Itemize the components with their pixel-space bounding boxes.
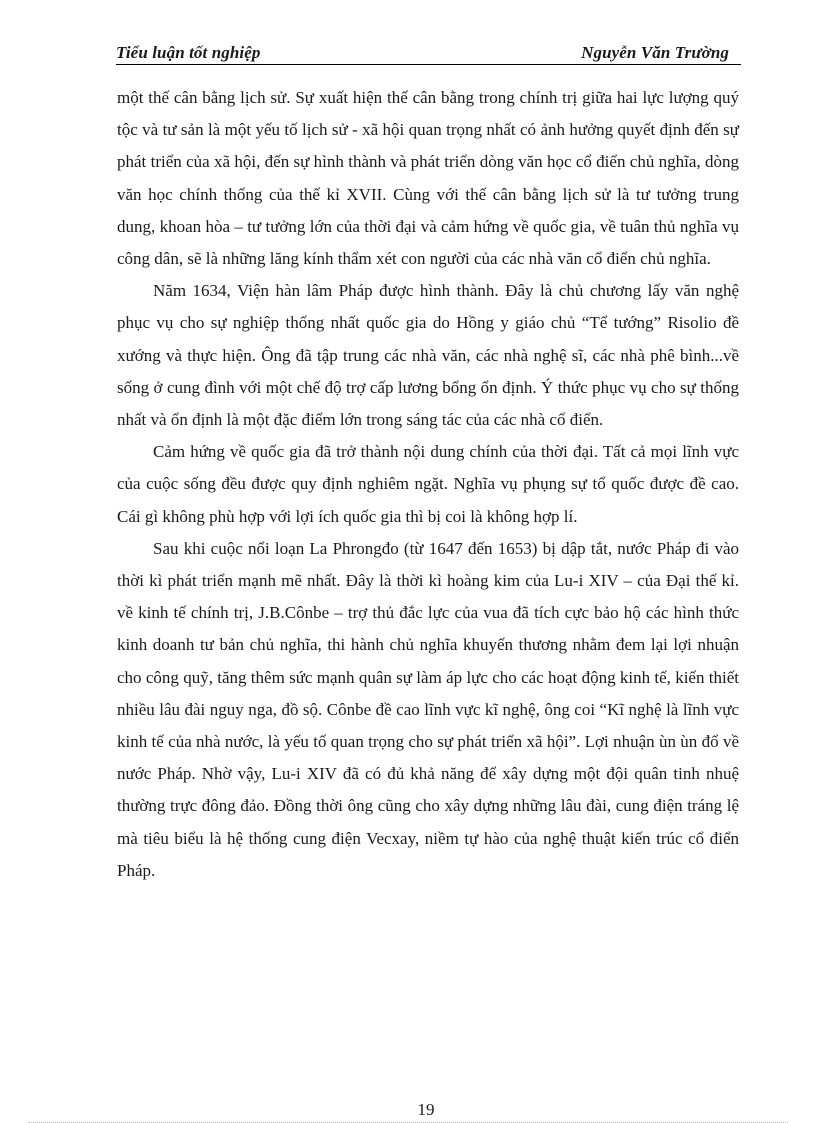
- page-header: [116, 40, 741, 65]
- page-number: 19: [417, 1100, 435, 1119]
- paragraph: Sau khi cuộc nổi loạn La Phrongđo (từ 1647 đến 1653) bị dập tắt, nước Pháp đi vào thời kì phát triển mạnh mẽ nhất. Đây là thời kì hoàng kim của Lu-i XIV – của Đại thế kỉ. về kinh tế chính trị, J.B.Cônbe – trợ thủ đắc lực của vua đã tích cực bảo hộ các hình thức kinh doanh tư bản chủ nghĩa, thi hành chủ nghĩa khuyến thương nhằm đem lại lợi nhuận cho công quỹ, tăng thêm sức mạnh quân sự làm áp lực cho các hoạt động kinh tế, kiến thiết nhiều lâu đài nguy nga, đồ sộ. Cônbe đề cao lĩnh vực kĩ nghệ, ông coi “Kĩ nghệ là lĩnh vực kinh tế của nhà nước, là yếu tố quan trọng cho sự phát triển xã hội”. Lợi nhuận ùn ùn đổ về nước Pháp. Nhờ vậy, Lu-i XIV đã có đủ khả năng để xây dựng một đội quân tinh nhuệ thường trực đông đảo. Đồng thời ông cũng cho xây dựng những lâu đài, cung điện tráng lệ mà tiêu biểu là hệ thống cung điện Vecxay, niềm tự hào của nghệ thuật kiến trúc cổ điển Pháp.: [117, 538, 739, 880]
- paragraph: Cảm hứng về quốc gia đã trở thành nội dung chính của thời đại. Tất cả mọi lĩnh vực của cuộc sống đều được quy định nghiêm ngặt. Nghĩa vụ phụng sự tổ quốc được đề cao. Cái gì không phù hợp với lợi ích quốc gia thì bị coi là không hợp lí.: [117, 442, 739, 526]
- document-body: [117, 82, 739, 887]
- paragraph-continuation: một thế cân bằng lịch sử. Sự xuất hiện thế cân bằng trong chính trị giữa hai lực lượng quý tộc và tư sản là một yếu tố lịch sử - xã hội quan trọng nhất có ảnh hưởng quyết định đến sự phát triển của xã hội, đến sự hình thành và phát triển dòng văn học cổ điển chủ nghĩa, dòng văn học chính thống của thế kỉ XVII. Cùng với thế cân bằng lịch sử là tư tưởng trung dung, khoan hòa – tư tưởng lớn của thời đại và cảm hứng về quốc gia, về tuân thủ nghĩa vụ công dân, sẽ là những lăng kính thẩm xét con người của các nhà văn cổ điển chủ nghĩa.: [117, 88, 739, 269]
- header-author-name: Nguyễn Văn Trường: [581, 43, 729, 62]
- header-document-title: Tiểu luận tốt nghiệp: [116, 43, 261, 62]
- paragraph: Năm 1634, Viện hàn lâm Pháp được hình thành. Đây là chủ chương lấy văn nghệ phục vụ cho sự nghiệp thống nhất quốc gia do Hồng y giáo chủ “Tể tướng” Risolio đề xướng và thực hiện. Ông đã tập trung các nhà văn, các nhà nghệ sĩ, các nhà phê bình...về sống ở cung đình với một chế độ trợ cấp lương bổng ổn định. Ý thức phục vụ cho sự thống nhất và ổn định là một đặc điểm lớn trong sáng tác của các nhà cổ điển.: [117, 281, 739, 430]
